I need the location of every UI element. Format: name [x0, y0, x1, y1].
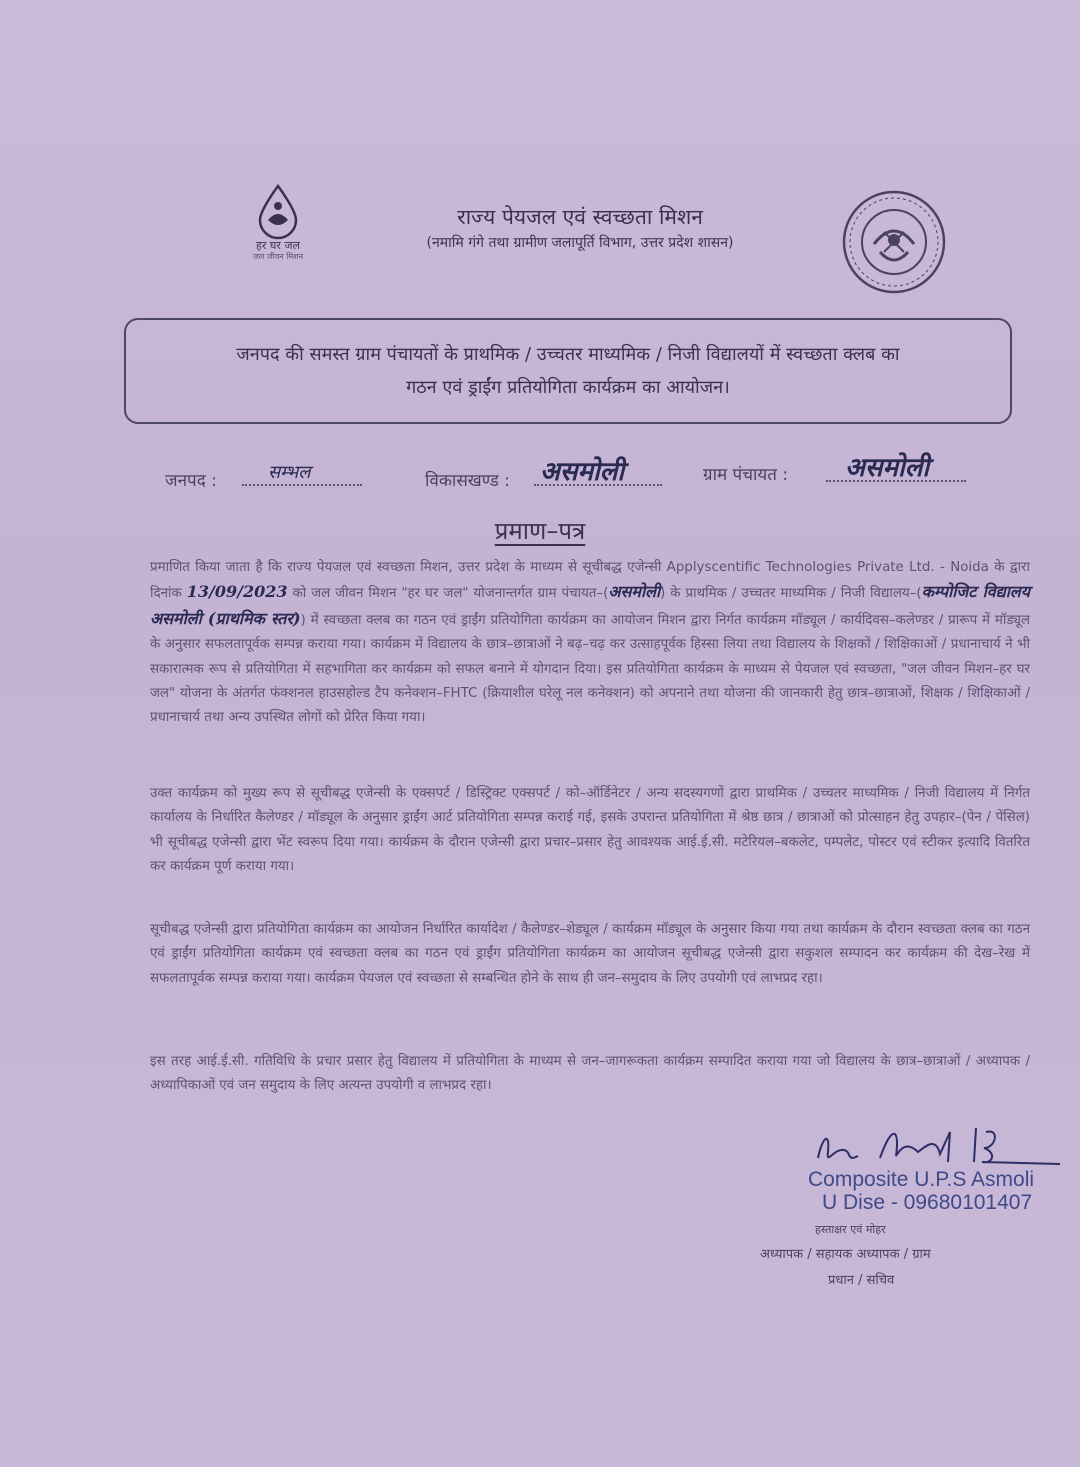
signature-caption: हस्ताक्षर एवं मोहर	[815, 1223, 886, 1236]
up-government-seal-icon	[840, 188, 948, 296]
district-dotted-line	[242, 484, 362, 486]
school-handwritten: कम्पोजिट विद्यालय असमोली (प्राथमिक स्तर)	[150, 582, 1030, 628]
certificate-title: प्रमाण–पत्र	[494, 517, 586, 545]
stamp-line2: U Dise - 09680101407	[822, 1191, 1033, 1214]
p1-text-a: प्रमाणित किया जाता है कि राज्य पेयजल एवं स्वच्छता मिशन, उत्तर प्रदेश के माध्यम से सूचीबद्ध एजेन्सी Applyscentific Technologies Private Ltd. - Noida के द्वारा दिनांक	[150, 560, 1030, 602]
school-stamp	[808, 1168, 1034, 1214]
subject-line1: जनपद की समस्त ग्राम पंचायतों के प्राथमिक / उच्चतर माध्यमिक / निजी विद्यालयों में स्वच्छता क्लब का	[236, 344, 900, 365]
page-title: राज्य पेयजल एवं स्वच्छता मिशन	[457, 205, 703, 229]
body-paragraph-1	[150, 556, 1030, 731]
subject-box	[124, 318, 1012, 424]
gp-handwritten: असमोली	[608, 582, 661, 602]
p1-text-b: को जल जीवन मिशन "हर घर जल" योजनान्तर्गत ग्राम पंचायत–(	[292, 586, 609, 602]
block-value: असमोली	[540, 457, 625, 487]
subject-line2: गठन एवं ड्राईंग प्रतियोगिता कार्यक्रम का आयोजन।	[406, 377, 730, 398]
district-label: जनपद :	[165, 471, 217, 491]
district-value: सम्भल	[268, 462, 311, 483]
block-label: विकासखण्ड :	[425, 471, 511, 491]
stamp-line1: Composite U.P.S Asmoli	[808, 1168, 1035, 1191]
water-drop-icon	[256, 184, 300, 240]
logo-line2: जल जीवन मिशन	[252, 252, 304, 261]
p1-text-c: ) के प्राथमिक / उच्चतर माध्यमिक / निजी विद्यालय–(	[660, 586, 922, 602]
har-ghar-jal-logo	[238, 184, 318, 261]
body-paragraph-4: इस तरह आई.ई.सी. गतिविधि के प्रचार प्रसार हेतु विद्यालय में प्रतियोगिता के माध्यम से जन–जागरूकता कार्यक्रम सम्पादित कराया गया जो विद्यालय के छात्र–छात्राओं / अध्यापक / अध्यापिकाओं एवं जन समुदाय के लिए अत्यन्त उपयोगी व लाभप्रद रहा।	[150, 1054, 1030, 1094]
signatory-roles-line2: प्रधान / सचिव	[828, 1273, 895, 1288]
body-paragraph-2: उक्त कार्यक्रम को मुख्य रूप से सूचीबद्ध एजेन्सी के एक्सपर्ट / डिस्ट्रिक्ट एक्सपर्ट / को–ऑर्डिनेटर / अन्य सदस्यगणों द्वारा प्राथमिक / उच्चतर माध्यमिक / निजी विद्यालय में निर्गत कार्यालय के निर्धारित कैलेण्डर / मॉड्यूल के अनुसार ड्राईंग आर्ट प्रतियोगिता सम्पन्न कराई गई, इसके उपरान्त प्रतियोगिता में श्रेष्ठ छात्र / छात्राओं को प्रोत्साहन हेतु उपहार–(पेन / पेंसिल) भी सूचीबद्ध एजेन्सी द्वारा भेंट स्वरूप दिया गया। कार्यक्रम के दौरान एजेन्सी द्वारा प्रचार–प्रसार हेतु आवश्यक आई.ई.सी. मटेरियल–बकलेट, पम्पलेट, पोस्टर एवं स्टीकर इत्यादि वितरित कर कार्यक्रम पूर्ण कराया गया।	[150, 786, 1030, 875]
body-paragraph-3: सूचीबद्ध एजेन्सी द्वारा प्रतियोगिता कार्यक्रम का आयोजन निर्धारित कार्यादेश / कैलेण्डर–शेड्यूल / कार्यक्रम मॉड्यूल के अनुसार किया गया तथा कार्यक्रम के दौरान स्वच्छता क्लब का गठन एवं ड्राईंग प्रतियोगिता कार्यक्रम एवं स्वच्छता क्लब का गठन एवं ड्राईंग प्रतियोगिता कार्यक्रम का आयोजन सूचीबद्ध एजेन्सी द्वारा सकुशल सम्पादन कर कार्यक्रम की देख–रेख में सफलतापूर्वक सम्पन्न कराया गया। कार्यक्रम पेयजल एवं स्वच्छता से सम्बन्धित होने के साथ ही जन–समुदाय के लिए उपयोगी एवं लाभप्रद रहा।	[150, 922, 1030, 986]
gram-panchayat-value: असमोली	[845, 453, 930, 483]
date-handwritten: 13/09/2023	[186, 582, 288, 602]
signatory-roles-line1: अध्यापक / सहायक अध्यापक / ग्राम	[760, 1247, 931, 1262]
p1-text-d: ) में स्वच्छता क्लब का गठन एवं ड्राईंग प्रतियोगिता कार्यक्रम का आयोजन मिशन द्वारा निर्गत कार्यक्रम मॉड्यूल / कार्यदिवस–कलेण्डर / प्रारूप में मॉड्यूल के अनुसार सफलतापूर्वक सम्पन्न कराया गया। कार्यक्रम में विद्यालय के छात्र–छात्राओं ने बढ़–चढ़ कर उत्साहपूर्वक हिस्सा लिया तथा विद्यालय के शिक्षकों / शिक्षिकाओं / प्रधानाचार्य ने भी सकारात्मक रूप से प्रतियोगिता में सहभागिता कर कार्यक्रम को सफल बनाने में योगदान दिया। इस प्रतियोगिता कार्यक्रम के माध्यम से पेयजल एवं स्वच्छता, "जल जीवन मिशन–हर घर जल" योजना के अंतर्गत फंक्शनल हाउसहोल्ड टैप कनेक्शन–FHTC (क्रियाशील घरेलू नल कनेक्शन) को अपनाने तथा योजना की जानकारी हेतु छात्र–छात्राओं, शिक्षक / शिक्षिकाओं / प्रधानाचार्य तथा अन्य उपस्थित लोगों को प्रेरित किया गया।	[150, 612, 1030, 726]
gram-panchayat-label: ग्राम पंचायत :	[703, 465, 789, 485]
page-subtitle: (नमामि गंगे तथा ग्रामीण जलापूर्ति विभाग, उत्तर प्रदेश शासन)	[426, 235, 734, 251]
logo-line1: हर घर जल	[256, 239, 300, 252]
